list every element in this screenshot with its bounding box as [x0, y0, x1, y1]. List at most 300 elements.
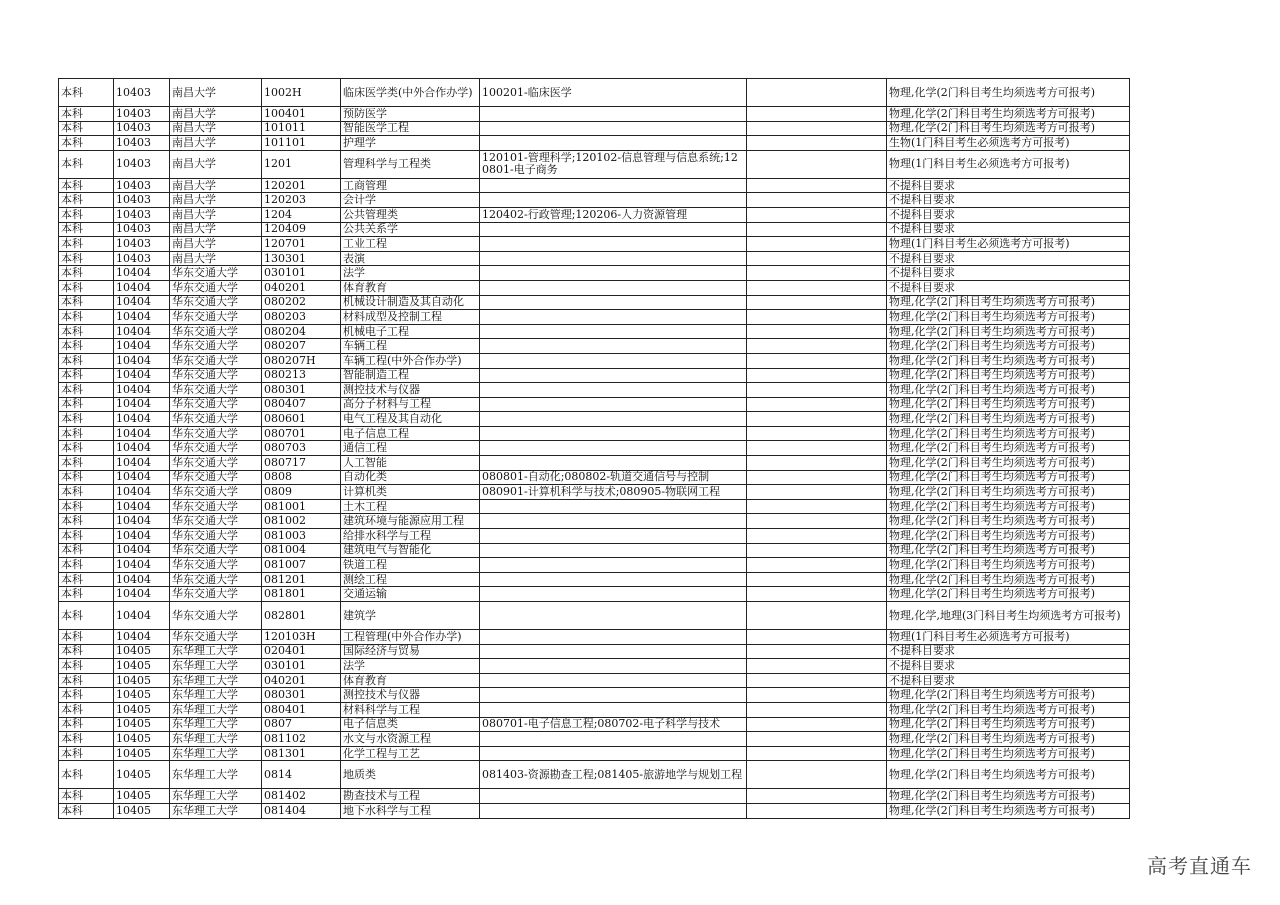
- major-name-cell: 智能医学工程: [341, 121, 480, 136]
- level-cell: 本科: [59, 543, 114, 558]
- included-majors-cell: [480, 121, 747, 136]
- major-code-cell: 081002: [262, 514, 341, 529]
- remark-cell: [747, 107, 887, 122]
- school-code-cell: 10404: [114, 441, 170, 456]
- level-cell: 本科: [59, 426, 114, 441]
- school-code-cell: 10405: [114, 688, 170, 703]
- subject-requirement-cell: 不提科目要求: [887, 659, 1130, 674]
- level-cell: 本科: [59, 441, 114, 456]
- subject-requirement-cell: 物理,化学(2门科目考生均须选考方可报考): [887, 485, 1130, 500]
- included-majors-cell: [480, 222, 747, 237]
- major-name-cell: 计算机类: [341, 485, 480, 500]
- major-name-cell: 水文与水资源工程: [341, 732, 480, 747]
- school-name-cell: 南昌大学: [170, 193, 262, 208]
- major-name-cell: 自动化类: [341, 470, 480, 485]
- school-code-cell: 10405: [114, 659, 170, 674]
- subject-requirement-cell: 不提科目要求: [887, 280, 1130, 295]
- table-row: [59, 79, 1130, 107]
- subject-requirement-cell: 物理,化学(2门科目考生均须选考方可报考): [887, 79, 1130, 107]
- major-code-cell: 081402: [262, 789, 341, 804]
- table-row: [59, 732, 1130, 747]
- school-name-cell: 华东交通大学: [170, 485, 262, 500]
- school-name-cell: 东华理工大学: [170, 789, 262, 804]
- subject-requirement-cell: 物理,化学(2门科目考生均须选考方可报考): [887, 412, 1130, 427]
- subject-requirement-cell: 物理(1门科目考生必须选考方可报考): [887, 150, 1130, 178]
- major-name-cell: 电气工程及其自动化: [341, 412, 480, 427]
- subject-requirement-cell: 不提科目要求: [887, 207, 1130, 222]
- table-row: [59, 702, 1130, 717]
- school-name-cell: 华东交通大学: [170, 280, 262, 295]
- table-row: [59, 397, 1130, 412]
- remark-cell: [747, 688, 887, 703]
- major-name-cell: 交通运输: [341, 587, 480, 602]
- included-majors-cell: [480, 702, 747, 717]
- major-code-cell: 040201: [262, 673, 341, 688]
- remark-cell: [747, 644, 887, 659]
- school-name-cell: 南昌大学: [170, 251, 262, 266]
- table-row: [59, 353, 1130, 368]
- level-cell: 本科: [59, 207, 114, 222]
- remark-cell: [747, 529, 887, 544]
- remark-cell: [747, 207, 887, 222]
- major-code-cell: 040201: [262, 280, 341, 295]
- subject-requirement-cell: 物理,化学(2门科目考生均须选考方可报考): [887, 324, 1130, 339]
- remark-cell: [747, 456, 887, 471]
- major-name-cell: 工商管理: [341, 178, 480, 193]
- level-cell: 本科: [59, 630, 114, 645]
- level-cell: 本科: [59, 746, 114, 761]
- level-cell: 本科: [59, 280, 114, 295]
- included-majors-cell: [480, 644, 747, 659]
- subject-requirement-cell: 物理,化学(2门科目考生均须选考方可报考): [887, 572, 1130, 587]
- school-code-cell: 10403: [114, 178, 170, 193]
- major-name-cell: 测绘工程: [341, 572, 480, 587]
- major-name-cell: 法学: [341, 266, 480, 281]
- included-majors-cell: [480, 193, 747, 208]
- school-code-cell: 10405: [114, 644, 170, 659]
- major-code-cell: 081404: [262, 803, 341, 818]
- remark-cell: [747, 280, 887, 295]
- school-code-cell: 10403: [114, 222, 170, 237]
- subject-requirement-cell: 物理,化学(2门科目考生均须选考方可报考): [887, 761, 1130, 789]
- major-name-cell: 法学: [341, 659, 480, 674]
- level-cell: 本科: [59, 136, 114, 151]
- level-cell: 本科: [59, 397, 114, 412]
- level-cell: 本科: [59, 150, 114, 178]
- school-name-cell: 东华理工大学: [170, 673, 262, 688]
- table-row: [59, 529, 1130, 544]
- major-name-cell: 临床医学类(中外合作办学): [341, 79, 480, 107]
- included-majors-cell: [480, 412, 747, 427]
- table-row: [59, 412, 1130, 427]
- remark-cell: [747, 310, 887, 325]
- included-majors-cell: [480, 383, 747, 398]
- level-cell: 本科: [59, 789, 114, 804]
- table-row: [59, 207, 1130, 222]
- school-name-cell: 南昌大学: [170, 222, 262, 237]
- school-name-cell: 东华理工大学: [170, 688, 262, 703]
- included-majors-cell: [480, 397, 747, 412]
- school-code-cell: 10404: [114, 470, 170, 485]
- remark-cell: [747, 150, 887, 178]
- level-cell: 本科: [59, 383, 114, 398]
- remark-cell: [747, 193, 887, 208]
- school-name-cell: 华东交通大学: [170, 426, 262, 441]
- table-row: [59, 136, 1130, 151]
- table-row: [59, 456, 1130, 471]
- school-code-cell: 10404: [114, 397, 170, 412]
- school-code-cell: 10404: [114, 514, 170, 529]
- school-name-cell: 东华理工大学: [170, 732, 262, 747]
- school-name-cell: 华东交通大学: [170, 529, 262, 544]
- level-cell: 本科: [59, 237, 114, 252]
- remark-cell: [747, 659, 887, 674]
- school-name-cell: 东华理工大学: [170, 803, 262, 818]
- remark-cell: [747, 136, 887, 151]
- school-name-cell: 华东交通大学: [170, 587, 262, 602]
- school-code-cell: 10404: [114, 485, 170, 500]
- school-code-cell: 10404: [114, 383, 170, 398]
- school-code-cell: 10403: [114, 193, 170, 208]
- table-row: [59, 630, 1130, 645]
- subject-requirement-cell: 物理,化学(2门科目考生均须选考方可报考): [887, 368, 1130, 383]
- level-cell: 本科: [59, 717, 114, 732]
- table-row: [59, 485, 1130, 500]
- subject-requirement-cell: 物理,化学(2门科目考生均须选考方可报考): [887, 702, 1130, 717]
- included-majors-cell: [480, 803, 747, 818]
- subject-requirement-cell: 物理,化学(2门科目考生均须选考方可报考): [887, 397, 1130, 412]
- level-cell: 本科: [59, 659, 114, 674]
- level-cell: 本科: [59, 353, 114, 368]
- table-row: [59, 178, 1130, 193]
- school-code-cell: 10405: [114, 673, 170, 688]
- school-name-cell: 华东交通大学: [170, 412, 262, 427]
- school-name-cell: 东华理工大学: [170, 761, 262, 789]
- remark-cell: [747, 178, 887, 193]
- included-majors-cell: 080901-计算机科学与技术;080905-物联网工程: [480, 485, 747, 500]
- major-name-cell: 勘查技术与工程: [341, 789, 480, 804]
- included-majors-cell: [480, 746, 747, 761]
- school-code-cell: 10403: [114, 150, 170, 178]
- subject-requirement-cell: 物理,化学(2门科目考生均须选考方可报考): [887, 789, 1130, 804]
- level-cell: 本科: [59, 456, 114, 471]
- major-name-cell: 化学工程与工艺: [341, 746, 480, 761]
- remark-cell: [747, 789, 887, 804]
- included-majors-cell: [480, 587, 747, 602]
- school-code-cell: 10404: [114, 602, 170, 630]
- major-code-cell: 080203: [262, 310, 341, 325]
- major-name-cell: 建筑学: [341, 602, 480, 630]
- table-row: [59, 761, 1130, 789]
- table-row: [59, 426, 1130, 441]
- remark-cell: [747, 732, 887, 747]
- subject-requirement-cell: 物理(1门科目考生必须选考方可报考): [887, 237, 1130, 252]
- school-code-cell: 10403: [114, 121, 170, 136]
- major-name-cell: 智能制造工程: [341, 368, 480, 383]
- remark-cell: [747, 673, 887, 688]
- level-cell: 本科: [59, 529, 114, 544]
- table-row: [59, 572, 1130, 587]
- table-row: [59, 121, 1130, 136]
- major-code-cell: 1002H: [262, 79, 341, 107]
- major-code-cell: 081801: [262, 587, 341, 602]
- school-code-cell: 10405: [114, 746, 170, 761]
- school-code-cell: 10405: [114, 732, 170, 747]
- included-majors-cell: [480, 659, 747, 674]
- remark-cell: [747, 251, 887, 266]
- subject-requirement-cell: 不提科目要求: [887, 193, 1130, 208]
- major-name-cell: 工程管理(中外合作办学): [341, 630, 480, 645]
- major-name-cell: 管理科学与工程类: [341, 150, 480, 178]
- major-name-cell: 工业工程: [341, 237, 480, 252]
- table-row: [59, 803, 1130, 818]
- school-name-cell: 华东交通大学: [170, 339, 262, 354]
- remark-cell: [747, 572, 887, 587]
- remark-cell: [747, 397, 887, 412]
- included-majors-cell: [480, 368, 747, 383]
- school-name-cell: 南昌大学: [170, 107, 262, 122]
- school-name-cell: 南昌大学: [170, 178, 262, 193]
- major-name-cell: 机械电子工程: [341, 324, 480, 339]
- level-cell: 本科: [59, 587, 114, 602]
- major-code-cell: 120203: [262, 193, 341, 208]
- subject-requirement-cell: 物理,化学(2门科目考生均须选考方可报考): [887, 310, 1130, 325]
- major-code-cell: 080213: [262, 368, 341, 383]
- major-name-cell: 材料成型及控制工程: [341, 310, 480, 325]
- table-row: [59, 150, 1130, 178]
- subject-requirement-cell: 不提科目要求: [887, 178, 1130, 193]
- remark-cell: [747, 222, 887, 237]
- school-code-cell: 10405: [114, 717, 170, 732]
- school-code-cell: 10404: [114, 368, 170, 383]
- table-row: [59, 193, 1130, 208]
- school-code-cell: 10404: [114, 324, 170, 339]
- major-name-cell: 土木工程: [341, 499, 480, 514]
- major-name-cell: 机械设计制造及其自动化: [341, 295, 480, 310]
- included-majors-cell: [480, 688, 747, 703]
- level-cell: 本科: [59, 470, 114, 485]
- major-code-cell: 030101: [262, 659, 341, 674]
- remark-cell: [747, 485, 887, 500]
- included-majors-cell: 120402-行政管理;120206-人力资源管理: [480, 207, 747, 222]
- school-code-cell: 10404: [114, 558, 170, 573]
- included-majors-cell: [480, 789, 747, 804]
- major-name-cell: 公共关系学: [341, 222, 480, 237]
- remark-cell: [747, 237, 887, 252]
- school-code-cell: 10404: [114, 543, 170, 558]
- table-row: [59, 789, 1130, 804]
- major-code-cell: 0807: [262, 717, 341, 732]
- major-name-cell: 预防医学: [341, 107, 480, 122]
- table-row: [59, 266, 1130, 281]
- major-code-cell: 0809: [262, 485, 341, 500]
- remark-cell: [747, 121, 887, 136]
- table-row: [59, 587, 1130, 602]
- major-code-cell: 130301: [262, 251, 341, 266]
- major-code-cell: 0814: [262, 761, 341, 789]
- level-cell: 本科: [59, 178, 114, 193]
- major-name-cell: 表演: [341, 251, 480, 266]
- school-code-cell: 10405: [114, 702, 170, 717]
- level-cell: 本科: [59, 266, 114, 281]
- school-code-cell: 10404: [114, 587, 170, 602]
- school-name-cell: 华东交通大学: [170, 456, 262, 471]
- remark-cell: [747, 79, 887, 107]
- table-row: [59, 470, 1130, 485]
- level-cell: 本科: [59, 514, 114, 529]
- school-code-cell: 10403: [114, 136, 170, 151]
- remark-cell: [747, 558, 887, 573]
- table-row: [59, 673, 1130, 688]
- major-code-cell: 080701: [262, 426, 341, 441]
- subject-requirement-cell: 物理,化学(2门科目考生均须选考方可报考): [887, 688, 1130, 703]
- level-cell: 本科: [59, 602, 114, 630]
- level-cell: 本科: [59, 688, 114, 703]
- watermark-text: 高考直通车: [1147, 854, 1252, 878]
- major-code-cell: 080204: [262, 324, 341, 339]
- level-cell: 本科: [59, 732, 114, 747]
- school-name-cell: 南昌大学: [170, 79, 262, 107]
- subject-requirement-cell: 物理,化学(2门科目考生均须选考方可报考): [887, 295, 1130, 310]
- included-majors-cell: [480, 543, 747, 558]
- subject-requirement-cell: 物理,化学(2门科目考生均须选考方可报考): [887, 717, 1130, 732]
- school-code-cell: 10403: [114, 207, 170, 222]
- remark-cell: [747, 324, 887, 339]
- remark-cell: [747, 266, 887, 281]
- school-code-cell: 10404: [114, 266, 170, 281]
- school-name-cell: 华东交通大学: [170, 324, 262, 339]
- remark-cell: [747, 717, 887, 732]
- table-row: [59, 514, 1130, 529]
- remark-cell: [747, 383, 887, 398]
- major-name-cell: 公共管理类: [341, 207, 480, 222]
- major-code-cell: 120103H: [262, 630, 341, 645]
- major-name-cell: 车辆工程(中外合作办学): [341, 353, 480, 368]
- school-name-cell: 东华理工大学: [170, 659, 262, 674]
- school-name-cell: 华东交通大学: [170, 368, 262, 383]
- school-code-cell: 10403: [114, 251, 170, 266]
- subject-requirement-cell: 物理,化学,地理(3门科目考生均须选考方可报考): [887, 602, 1130, 630]
- included-majors-cell: [480, 339, 747, 354]
- school-name-cell: 华东交通大学: [170, 558, 262, 573]
- level-cell: 本科: [59, 107, 114, 122]
- major-code-cell: 081001: [262, 499, 341, 514]
- level-cell: 本科: [59, 251, 114, 266]
- included-majors-cell: 080801-自动化;080802-轨道交通信号与控制: [480, 470, 747, 485]
- subject-requirement-cell: 物理,化学(2门科目考生均须选考方可报考): [887, 558, 1130, 573]
- school-code-cell: 10404: [114, 499, 170, 514]
- school-code-cell: 10404: [114, 529, 170, 544]
- school-code-cell: 10404: [114, 353, 170, 368]
- subject-requirement-cell: 物理,化学(2门科目考生均须选考方可报考): [887, 514, 1130, 529]
- included-majors-cell: [480, 310, 747, 325]
- school-code-cell: 10404: [114, 412, 170, 427]
- major-code-cell: 101101: [262, 136, 341, 151]
- major-code-cell: 081004: [262, 543, 341, 558]
- included-majors-cell: 081403-资源勘查工程;081405-旅游地学与规划工程: [480, 761, 747, 789]
- level-cell: 本科: [59, 222, 114, 237]
- school-name-cell: 华东交通大学: [170, 630, 262, 645]
- remark-cell: [747, 441, 887, 456]
- included-majors-cell: [480, 514, 747, 529]
- major-name-cell: 国际经济与贸易: [341, 644, 480, 659]
- level-cell: 本科: [59, 572, 114, 587]
- school-name-cell: 南昌大学: [170, 150, 262, 178]
- table-row: [59, 383, 1130, 398]
- subject-requirement-cell: 物理,化学(2门科目考生均须选考方可报考): [887, 456, 1130, 471]
- school-name-cell: 华东交通大学: [170, 602, 262, 630]
- included-majors-cell: [480, 237, 747, 252]
- major-code-cell: 080202: [262, 295, 341, 310]
- school-name-cell: 南昌大学: [170, 121, 262, 136]
- level-cell: 本科: [59, 499, 114, 514]
- major-code-cell: 081007: [262, 558, 341, 573]
- major-name-cell: 地下水科学与工程: [341, 803, 480, 818]
- subject-requirement-cell: 物理,化学(2门科目考生均须选考方可报考): [887, 529, 1130, 544]
- major-name-cell: 建筑电气与智能化: [341, 543, 480, 558]
- school-name-cell: 华东交通大学: [170, 310, 262, 325]
- school-code-cell: 10405: [114, 803, 170, 818]
- major-code-cell: 020401: [262, 644, 341, 659]
- major-code-cell: 082801: [262, 602, 341, 630]
- major-code-cell: 120701: [262, 237, 341, 252]
- major-name-cell: 高分子材料与工程: [341, 397, 480, 412]
- school-name-cell: 东华理工大学: [170, 702, 262, 717]
- major-code-cell: 080301: [262, 383, 341, 398]
- remark-cell: [747, 761, 887, 789]
- table-row: [59, 441, 1130, 456]
- major-code-cell: 080601: [262, 412, 341, 427]
- table-row: [59, 659, 1130, 674]
- table-row: [59, 237, 1130, 252]
- school-name-cell: 华东交通大学: [170, 572, 262, 587]
- level-cell: 本科: [59, 673, 114, 688]
- included-majors-cell: [480, 529, 747, 544]
- school-code-cell: 10404: [114, 295, 170, 310]
- table-row: [59, 310, 1130, 325]
- school-code-cell: 10404: [114, 456, 170, 471]
- subject-requirement-cell: 物理,化学(2门科目考生均须选考方可报考): [887, 383, 1130, 398]
- school-name-cell: 南昌大学: [170, 136, 262, 151]
- level-cell: 本科: [59, 193, 114, 208]
- school-name-cell: 华东交通大学: [170, 353, 262, 368]
- school-code-cell: 10404: [114, 426, 170, 441]
- table-row: [59, 324, 1130, 339]
- school-code-cell: 10404: [114, 280, 170, 295]
- major-code-cell: 100401: [262, 107, 341, 122]
- included-majors-cell: [480, 178, 747, 193]
- remark-cell: [747, 746, 887, 761]
- subject-requirement-cell: 物理,化学(2门科目考生均须选考方可报考): [887, 107, 1130, 122]
- major-code-cell: 081003: [262, 529, 341, 544]
- major-code-cell: 080207H: [262, 353, 341, 368]
- remark-cell: [747, 702, 887, 717]
- remark-cell: [747, 803, 887, 818]
- major-name-cell: 车辆工程: [341, 339, 480, 354]
- included-majors-cell: [480, 251, 747, 266]
- subject-requirement-cell: 物理,化学(2门科目考生均须选考方可报考): [887, 499, 1130, 514]
- table-row: [59, 222, 1130, 237]
- included-majors-cell: [480, 441, 747, 456]
- table-row: [59, 295, 1130, 310]
- subject-requirement-cell: 物理,化学(2门科目考生均须选考方可报考): [887, 353, 1130, 368]
- major-name-cell: 人工智能: [341, 456, 480, 471]
- school-name-cell: 华东交通大学: [170, 514, 262, 529]
- major-code-cell: 030101: [262, 266, 341, 281]
- included-majors-cell: [480, 558, 747, 573]
- table-row: [59, 280, 1130, 295]
- level-cell: 本科: [59, 339, 114, 354]
